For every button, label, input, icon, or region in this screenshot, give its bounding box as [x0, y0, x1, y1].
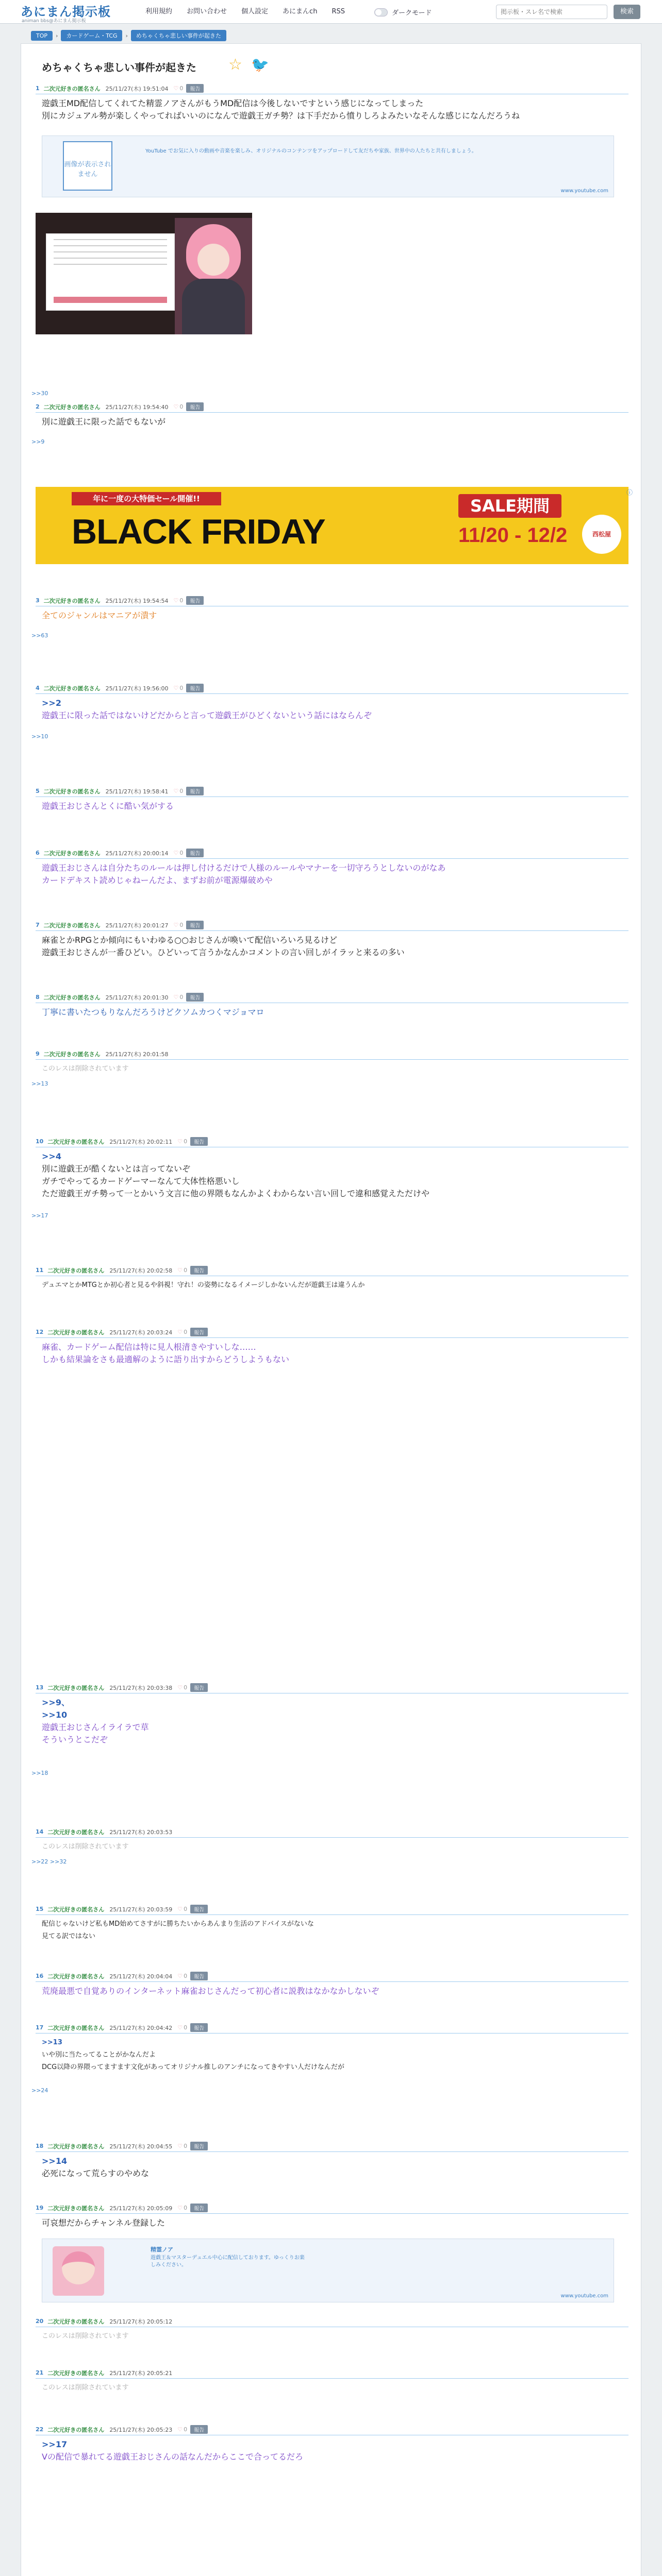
reply-anchor-link[interactable]: >>9 — [31, 438, 45, 445]
post-header — [36, 1682, 628, 1693]
post-line: DCG以降の界隈ってますます文化があってオリジナル推しのアンチになってきやすい人だけなんだが — [42, 2063, 344, 2071]
ad-sale-label: SALE期間 — [458, 494, 561, 518]
post — [36, 992, 628, 1022]
report-button[interactable]: 報告 — [190, 1905, 208, 1913]
like-count: 0 — [184, 2205, 188, 2211]
post-line: 麻雀とかRPGとか傾向にもいわゆる○○おじさんが喚いて配信いろいろ見るけど — [42, 935, 338, 945]
post — [36, 683, 628, 725]
post — [36, 2022, 628, 2077]
post-date: 25/11/27(木) 20:03:53 — [109, 1828, 173, 1836]
post-author: 二次元好きの匿名さん — [43, 994, 101, 1001]
post-body — [36, 2033, 628, 2077]
post — [36, 401, 628, 431]
like-heart-icon[interactable]: ♡ 0 — [173, 85, 184, 92]
post — [36, 920, 628, 962]
advertisement-banner[interactable] — [36, 487, 633, 564]
like-heart-icon[interactable]: ♡ 0 — [173, 788, 184, 794]
post-body: デュエマとかMTGとか初心者と見るや斜視！守れ！の姿勢になるイメージしかないんだが遊戯王は違うんか — [42, 1281, 365, 1289]
post — [36, 1682, 628, 1749]
nav-contact[interactable]: お問い合わせ — [187, 8, 227, 15]
post-author: 二次元好きの匿名さん — [43, 788, 101, 795]
like-count: 0 — [184, 1138, 188, 1145]
post-body — [36, 931, 628, 962]
like-count: 0 — [184, 2024, 188, 2031]
post-header — [36, 595, 628, 606]
post-number[interactable]: 4 — [36, 685, 40, 691]
breadcrumb — [31, 30, 229, 41]
post — [36, 1826, 628, 1856]
post-line: 別に遊戯王が酷くないとは言ってないぞ — [42, 1164, 191, 1174]
post-body — [36, 94, 628, 125]
post-header — [36, 83, 628, 94]
post-date: 25/11/27(木) 20:03:24 — [109, 1329, 173, 1336]
channel-description: 遊戯王＆マスターデュエル中心に配信しております。ゆっくりお楽しみください。 — [151, 2255, 305, 2268]
post-header — [36, 848, 628, 859]
report-button[interactable]: 報告 — [186, 921, 204, 929]
like-count: 0 — [179, 788, 184, 794]
post-line: Vの配信で暴れてる遊戯王おじさんの話なんだからここで合ってるだろ — [42, 2452, 303, 2462]
post-date: 25/11/27(木) 20:02:11 — [109, 1138, 173, 1145]
post-date: 25/11/27(木) 19:58:41 — [105, 788, 169, 795]
post-header — [36, 1327, 628, 1338]
post-body: 遊戯王おじさんとくに酷い気がする — [42, 801, 174, 811]
post-author: 二次元好きの匿名さん — [47, 2426, 105, 2433]
post-body — [36, 2152, 628, 2183]
report-button[interactable]: 報告 — [190, 1683, 208, 1692]
post — [36, 83, 628, 125]
nav-settings[interactable]: 個人設定 — [241, 8, 269, 15]
post-author: 二次元好きの匿名さん — [47, 1906, 105, 1913]
post-number[interactable]: 6 — [36, 850, 40, 856]
post-header — [36, 1904, 628, 1915]
nav-terms[interactable]: 利用規約 — [145, 8, 173, 15]
post-number[interactable]: 22 — [36, 2426, 44, 2433]
post — [36, 1048, 628, 1078]
report-button[interactable]: 報告 — [190, 2142, 208, 2150]
nav-animanch[interactable]: あにまんch — [283, 8, 318, 15]
post-author: 二次元好きの匿名さん — [43, 597, 101, 604]
like-heart-icon[interactable]: ♡ 0 — [173, 597, 184, 604]
post-number[interactable]: 5 — [36, 788, 40, 794]
post-header — [36, 1136, 628, 1147]
post-number[interactable]: 15 — [36, 1906, 44, 1912]
post-number[interactable]: 21 — [36, 2369, 44, 2376]
like-heart-icon[interactable]: ♡ 0 — [177, 2024, 188, 2031]
post-number[interactable]: 2 — [36, 403, 40, 410]
post-body: 丁寧に書いたつもりなんだろうけどクソムカつくマジョマロ — [42, 1007, 264, 1017]
post-author: 二次元好きの匿名さん — [47, 2318, 105, 2325]
report-button[interactable]: 報告 — [186, 684, 204, 692]
post-number[interactable]: 1 — [36, 85, 40, 92]
post-header — [36, 2316, 628, 2327]
post — [36, 1971, 628, 2001]
post-number[interactable]: 16 — [36, 1973, 44, 1979]
post-line: 配信じゃないけど私もMD始めてさすがに勝ちたいからあんまり生活のアドバイスがないな — [42, 1920, 314, 1928]
post-line: 遊戯王おじさんが一番ひどい。ひどいって言うかなんかコメントの言い回しがイラッと来るの多い — [42, 947, 405, 957]
post-body — [36, 1693, 628, 1749]
post-line: 遊戯王おじさんイライラで草 — [42, 1722, 149, 1732]
post-date: 25/11/27(木) 20:04:55 — [109, 2143, 173, 2150]
ad-main-text: BLACK FRIDAY — [72, 512, 325, 551]
report-button[interactable]: 報告 — [186, 596, 204, 605]
post-date: 25/11/27(木) 20:05:09 — [109, 2205, 173, 2212]
report-button[interactable]: 報告 — [186, 402, 204, 411]
post-number[interactable]: 8 — [36, 994, 40, 1001]
post — [36, 2202, 628, 2232]
site-logo-sub: animan bbs@あにまん掲示板 — [22, 19, 86, 24]
breadcrumb-sep-icon: › — [56, 32, 58, 39]
post-author: 二次元好きの匿名さん — [47, 2143, 105, 2150]
nav-rss[interactable]: RSS — [332, 8, 345, 15]
post-header — [36, 401, 628, 413]
post-line: 麻雀、カードゲーム配信は特に見人根清きやすいしな…… — [42, 1342, 256, 1352]
post — [36, 1904, 628, 1946]
post-author: 二次元好きの匿名さん — [47, 1828, 105, 1836]
vtuber-avatar-image — [175, 218, 252, 334]
post-date: 25/11/27(木) 20:03:38 — [109, 1684, 173, 1691]
post — [36, 848, 628, 890]
post-number[interactable]: 13 — [36, 1684, 44, 1691]
channel-thumbnail-image — [53, 2246, 104, 2296]
post-header — [36, 1048, 628, 1060]
like-heart-icon[interactable]: ♡ 0 — [177, 1906, 188, 1912]
post-number[interactable]: 10 — [36, 1138, 44, 1145]
like-count: 0 — [179, 922, 184, 928]
like-count: 0 — [179, 85, 184, 92]
dark-mode-label: ダークモード — [392, 9, 432, 17]
post-header — [36, 1265, 628, 1276]
like-count: 0 — [184, 1267, 188, 1274]
site-logo[interactable]: あにまん掲示板 — [21, 5, 111, 19]
like-count: 0 — [179, 597, 184, 604]
like-count: 0 — [184, 1684, 188, 1691]
post-number[interactable]: 12 — [36, 1329, 44, 1335]
search-button[interactable]: 検索 — [614, 5, 640, 19]
like-count: 0 — [184, 1973, 188, 1979]
quote-anchor[interactable]: >>13 — [42, 2039, 62, 2046]
post-author: 二次元好きの匿名さん — [47, 1973, 105, 1980]
post-header — [36, 2141, 628, 2152]
ad-brand-logo: 西松屋 — [582, 515, 621, 554]
like-heart-icon[interactable]: ♡ 0 — [177, 1684, 188, 1691]
post-header — [36, 683, 628, 694]
post-body: 可哀想だからチャンネル登録した — [42, 2218, 166, 2228]
post-body: 荒廃最悪で自覚ありのインターネット麻雀おじさんだって初心者に説教はなかなかしないぞ — [42, 1986, 379, 1996]
quote-anchor[interactable]: >>14 — [42, 2156, 68, 2166]
quote-anchor[interactable]: >>9、 >>10 — [42, 1698, 70, 1720]
post-line: 見てる訳ではない — [42, 1933, 96, 1940]
post-date: 25/11/27(木) 20:05:23 — [109, 2426, 173, 2433]
post-body: このレスは削除されています — [42, 1843, 129, 1851]
post-date: 25/11/27(木) 20:04:42 — [109, 2024, 173, 2031]
post-line: そういうとこだぞ — [42, 1735, 108, 1744]
post-number[interactable]: 3 — [36, 597, 40, 604]
thread-title: めちゃくちゃ悲しい事件が起きた — [42, 61, 196, 74]
post-date: 25/11/27(木) 19:54:54 — [105, 597, 169, 604]
post-author: 二次元好きの匿名さん — [47, 1138, 105, 1145]
like-heart-icon[interactable]: ♡ 0 — [177, 1138, 188, 1145]
post-number[interactable]: 17 — [36, 2024, 44, 2031]
post-date: 25/11/27(木) 19:51:04 — [105, 85, 169, 92]
like-heart-icon[interactable]: ♡ 0 — [177, 2143, 188, 2149]
report-button[interactable]: 報告 — [190, 2425, 208, 2434]
post-date: 25/11/27(木) 20:02:58 — [109, 1267, 173, 1274]
post-body: このレスは削除されています — [42, 1065, 129, 1073]
like-count: 0 — [179, 850, 184, 856]
breadcrumb-category[interactable]: カードゲーム・TCG — [61, 30, 122, 41]
post-date: 25/11/27(木) 20:04:04 — [109, 1973, 173, 1980]
post-number[interactable]: 14 — [36, 1828, 44, 1835]
post-date: 25/11/27(木) 20:05:12 — [109, 2318, 173, 2325]
thread-container — [21, 43, 641, 2576]
reply-anchor-link[interactable]: >>17 — [31, 1212, 48, 1219]
post-line: 必死になって荒らすのやめな — [42, 2168, 150, 2178]
post — [36, 2141, 628, 2183]
quote-anchor[interactable]: >>2 — [42, 698, 61, 708]
post-number[interactable]: 19 — [36, 2205, 44, 2211]
post-header — [36, 2202, 628, 2214]
post-author: 二次元好きの匿名さん — [47, 2024, 105, 2031]
like-count: 0 — [179, 994, 184, 1001]
breadcrumb-top[interactable]: TOP — [31, 31, 53, 41]
post-author: 二次元好きの匿名さん — [43, 85, 101, 92]
like-count: 0 — [184, 2143, 188, 2149]
post-number[interactable]: 9 — [36, 1050, 40, 1057]
post-number[interactable]: 20 — [36, 2318, 44, 2325]
report-button[interactable]: 報告 — [186, 787, 204, 795]
youtube-card-url[interactable]: www.youtube.com — [560, 188, 608, 194]
post-line: しかも結果論をさも最適解のように語り出すからどうしようもない — [42, 1354, 290, 1364]
report-button[interactable]: 報告 — [190, 1328, 208, 1336]
post — [36, 595, 628, 625]
like-count: 0 — [179, 403, 184, 410]
post-author: 二次元好きの匿名さん — [47, 1684, 105, 1691]
post — [36, 1327, 628, 1369]
post-author: 二次元好きの匿名さん — [43, 850, 101, 857]
post-date: 25/11/27(木) 19:56:00 — [105, 685, 169, 692]
like-heart-icon[interactable]: ♡ 0 — [177, 1267, 188, 1274]
post — [36, 2316, 628, 2346]
post — [36, 786, 628, 816]
report-button[interactable]: 報告 — [190, 1972, 208, 1980]
post-body — [36, 694, 628, 725]
post-author: 二次元好きの匿名さん — [47, 2205, 105, 2212]
post — [36, 2424, 628, 2466]
like-heart-icon[interactable]: ♡ 0 — [177, 2205, 188, 2211]
search-input[interactable]: 掲示板・スレ名で検索 — [496, 5, 607, 19]
like-heart-icon[interactable]: ♡ 0 — [173, 850, 184, 856]
youtube-card-text: YouTube でお気に入りの動画や音楽を楽しみ、オリジナルのコンテンツをアップロードして友だちや家族、世界中の人たちと共有しましょう。 — [145, 148, 477, 154]
breadcrumb-thread[interactable]: めちゃくちゃ悲しい事件が起きた — [131, 30, 226, 41]
reply-anchor-link[interactable]: >>30 — [31, 390, 48, 397]
post — [36, 1265, 628, 1295]
report-button[interactable]: 報告 — [190, 1266, 208, 1275]
reply-anchor-link[interactable]: >>63 — [31, 632, 48, 639]
post-date: 25/11/27(木) 20:05:21 — [109, 2369, 173, 2377]
screenshot-dialog — [46, 233, 175, 311]
post-date: 25/11/27(木) 20:01:30 — [105, 994, 169, 1001]
ad-dates: 11/20 - 12/2 — [458, 524, 568, 547]
post-line: ガチでやってるカードゲーマーなんて大体性格悪いし — [42, 1176, 240, 1186]
report-button[interactable]: 報告 — [190, 1137, 208, 1146]
like-count: 0 — [184, 1329, 188, 1335]
post-header — [36, 1971, 628, 1982]
post-header — [36, 1826, 628, 1838]
post-line: いや別に当たってることがかなんだよ — [42, 2051, 156, 2059]
site-header — [0, 0, 662, 24]
post-header — [36, 2367, 628, 2379]
like-heart-icon[interactable]: ♡ 0 — [177, 2426, 188, 2433]
like-count: 0 — [184, 1906, 188, 1912]
post-header — [36, 786, 628, 797]
like-heart-icon[interactable]: ♡ 0 — [177, 1973, 188, 1979]
post-line: 遊戯王に限った話ではないけどだからと言って遊戯王がひどくないという話にはならんぞ — [42, 710, 372, 720]
like-heart-icon[interactable]: ♡ 0 — [173, 922, 184, 928]
twitter-share-icon[interactable]: 🐦 — [251, 56, 269, 73]
post-body — [36, 1915, 628, 1946]
like-heart-icon[interactable]: ♡ 0 — [173, 403, 184, 410]
ad-info-icon[interactable]: ⓘ — [626, 489, 633, 496]
reply-anchor-link[interactable]: >>13 — [31, 1080, 48, 1087]
post-body: このレスは削除されています — [42, 2384, 129, 2392]
header-nav — [138, 0, 352, 24]
post-line: ただ遊戯王ガチ勢って一とかいう文言に他の界隈もなんかよくわからない言い回しで違和感覚えただけや — [42, 1189, 430, 1198]
post-author: 二次元好きの匿名さん — [47, 1267, 105, 1274]
post-number[interactable]: 11 — [36, 1267, 44, 1274]
post-date: 25/11/27(木) 20:00:14 — [105, 850, 169, 857]
reply-anchor-link[interactable]: >>22 >>32 — [31, 1858, 67, 1865]
post-date: 25/11/27(木) 20:01:58 — [105, 1050, 169, 1058]
post-number[interactable]: 18 — [36, 2143, 44, 2149]
like-count: 0 — [184, 2426, 188, 2433]
youtube-channel-card[interactable] — [42, 2239, 614, 2302]
report-button[interactable]: 報告 — [190, 2204, 208, 2212]
toggle-switch-icon[interactable] — [374, 8, 388, 16]
post-body — [36, 2435, 628, 2466]
post-line: 遊戯王おじさんは自分たちのルールは押し付けるだけで人様のルールやマナーを一切守ろうとしないのがなあ — [42, 863, 446, 873]
post-author: 二次元好きの匿名さん — [43, 403, 101, 411]
post — [36, 1136, 628, 1203]
post-line: 別にカジュアル勢が楽しくやってればいいのになんで遊戯王ガチ勢？は下手だから憤りしろよみたいなそんな感じになんだろうね — [42, 111, 520, 121]
post-date: 25/11/27(木) 20:03:59 — [109, 1906, 173, 1913]
post-author: 二次元好きの匿名さん — [43, 922, 101, 929]
channel-url[interactable]: www.youtube.com — [560, 2293, 608, 2299]
post-body: 別に遊戯王に限った話でもないが — [42, 417, 166, 427]
report-button[interactable]: 報告 — [190, 2023, 208, 2032]
post-author: 二次元好きの匿名さん — [47, 1329, 105, 1336]
post-header — [36, 920, 628, 931]
post-line: 遊戯王MD配信してくれてた精霊ノアさんがもうMD配信は今後しないですという感じになってしまった — [42, 98, 424, 108]
quote-anchor[interactable]: >>4 — [42, 1151, 61, 1161]
reply-anchor-link[interactable]: >>18 — [31, 1770, 48, 1776]
post — [36, 2367, 628, 2397]
post-body — [36, 859, 628, 890]
like-heart-icon[interactable]: ♡ 0 — [173, 994, 184, 1001]
like-heart-icon[interactable]: ♡ 0 — [173, 685, 184, 691]
post-date: 25/11/27(木) 19:54:40 — [105, 403, 169, 411]
post-body — [36, 1338, 628, 1369]
post-body: 全てのジャンルはマニアが潰す — [42, 611, 157, 620]
post-screenshot-image[interactable] — [36, 213, 252, 334]
report-button[interactable]: 報告 — [186, 993, 204, 1002]
dark-mode-toggle[interactable] — [374, 7, 432, 17]
post-date: 25/11/27(木) 20:01:27 — [105, 922, 169, 929]
favorite-star-icon[interactable]: ☆ — [228, 56, 242, 74]
report-button[interactable]: 報告 — [186, 849, 204, 857]
report-button[interactable]: 報告 — [186, 84, 204, 93]
post-number[interactable]: 7 — [36, 922, 40, 928]
like-heart-icon[interactable]: ♡ 0 — [177, 1329, 188, 1335]
breadcrumb-sep-icon: › — [125, 32, 128, 39]
post-line: カードデキスト読めじゃねーんだよ、まずお前が電源爆破めや — [42, 875, 273, 885]
quote-anchor[interactable]: >>17 — [42, 2439, 68, 2449]
post-header — [36, 2022, 628, 2033]
post-body: このレスは削除されています — [42, 2332, 129, 2340]
youtube-link-card[interactable] — [42, 135, 614, 197]
post-author: 二次元好きの匿名さん — [43, 685, 101, 692]
post-header — [36, 2424, 628, 2435]
post-header — [36, 992, 628, 1003]
reply-anchor-link[interactable]: >>10 — [31, 733, 48, 740]
post-author: 二次元好きの匿名さん — [43, 1050, 101, 1058]
ad-headline: 年に一度の大特価セール開催!! — [72, 492, 221, 505]
like-count: 0 — [179, 685, 184, 691]
no-image-placeholder: 画像が表示されません — [63, 141, 112, 191]
reply-anchor-link[interactable]: >>24 — [31, 2087, 48, 2094]
channel-name: 精霊ノア — [151, 2246, 173, 2253]
post-author: 二次元好きの匿名さん — [47, 2369, 105, 2377]
post-body — [36, 1147, 628, 1203]
